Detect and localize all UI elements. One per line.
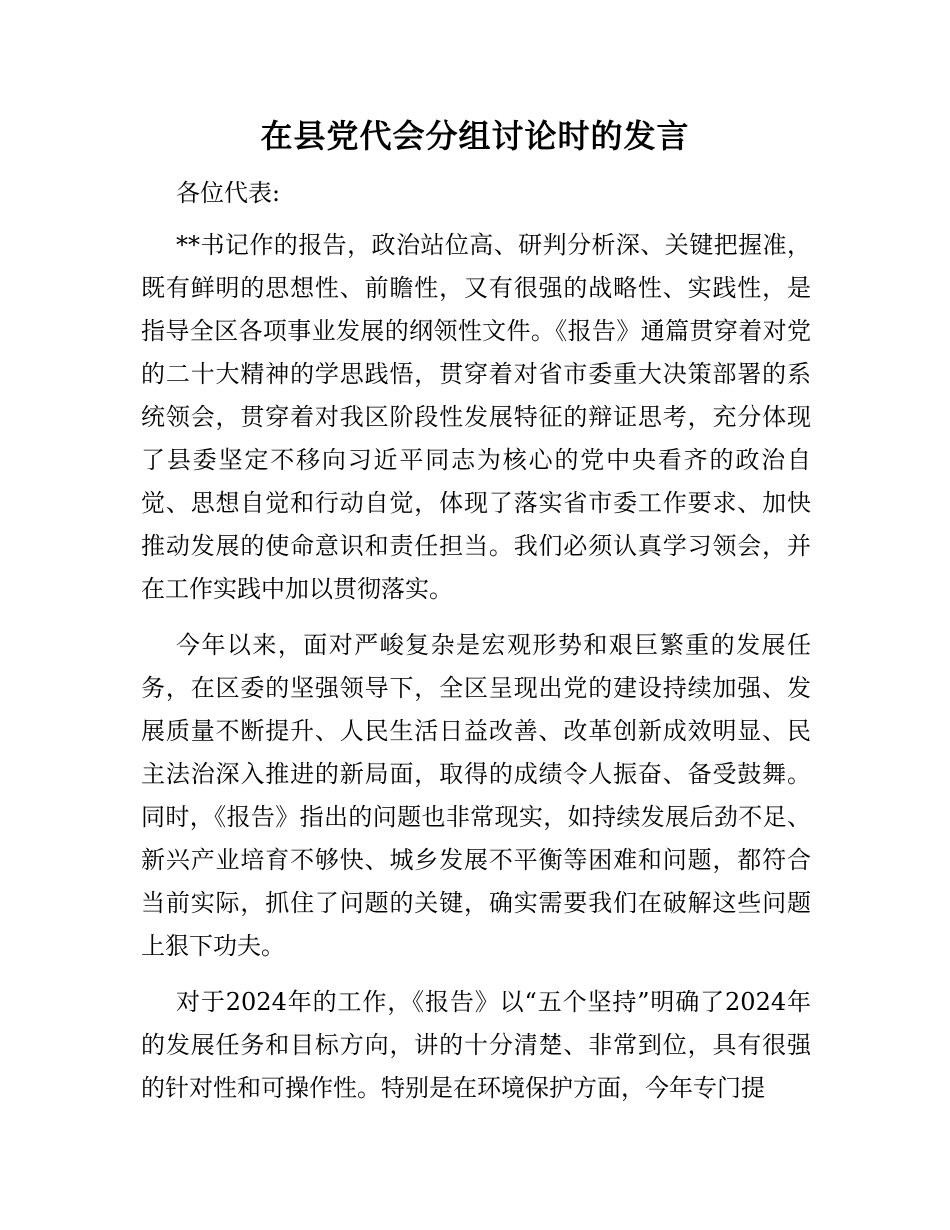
paragraph-3: 对于2024年的工作，《报告》以“五个坚持”明确了2024年的发展任务和目标方向，讲的十分清楚、非常到位，具有很强的针对性和可操作性。特别是在环境保护方面，今年专门提 xyxy=(141,988,811,1102)
paragraph-1: **书记作的报告，政治站位高、研判分析深、关键把握准，既有鲜明的思想性、前瞻性，又有很强的战略性、实践性，是指导全区各项事业发展的纲领性文件。《报告》通篇贯穿着对党的二十大精神的学思践悟，贯穿着对省市委重大决策部署的系统领会，贯穿着对我区阶段性发展特征的辩证思考，充分体现了县委坚定不移向习近平同志为核心的党中央看齐的政治自觉、思想自觉和行动自觉，体现了落实省市委工作要求、加快推动发展的使命意识和责任担当。我们必须认真学习领会，并在工作实践中加以贯彻落实。 xyxy=(141,231,811,603)
document-title: 在县党代会分组讨论时的发言 xyxy=(260,117,690,155)
document-body xyxy=(141,224,811,1123)
paragraph-2: 今年以来，面对严峻复杂是宏观形势和艰巨繁重的发展任务，在区委的坚强领导下，全区呈现出党的建设持续加强、发展质量不断提升、人民生活日益改善、改革创新成效明显、民主法治深入推进的新局面，取得的成绩令人振奋、备受鼓舞。同时，《报告》指出的问题也非常现实，如持续发展后劲不足、新兴产业培育不够快、城乡发展不平衡等困难和问题，都符合当前实际，抓住了问题的关键，确实需要我们在破解这些问题上狠下功夫。 xyxy=(141,631,811,960)
salutation: 各位代表: xyxy=(176,179,281,207)
